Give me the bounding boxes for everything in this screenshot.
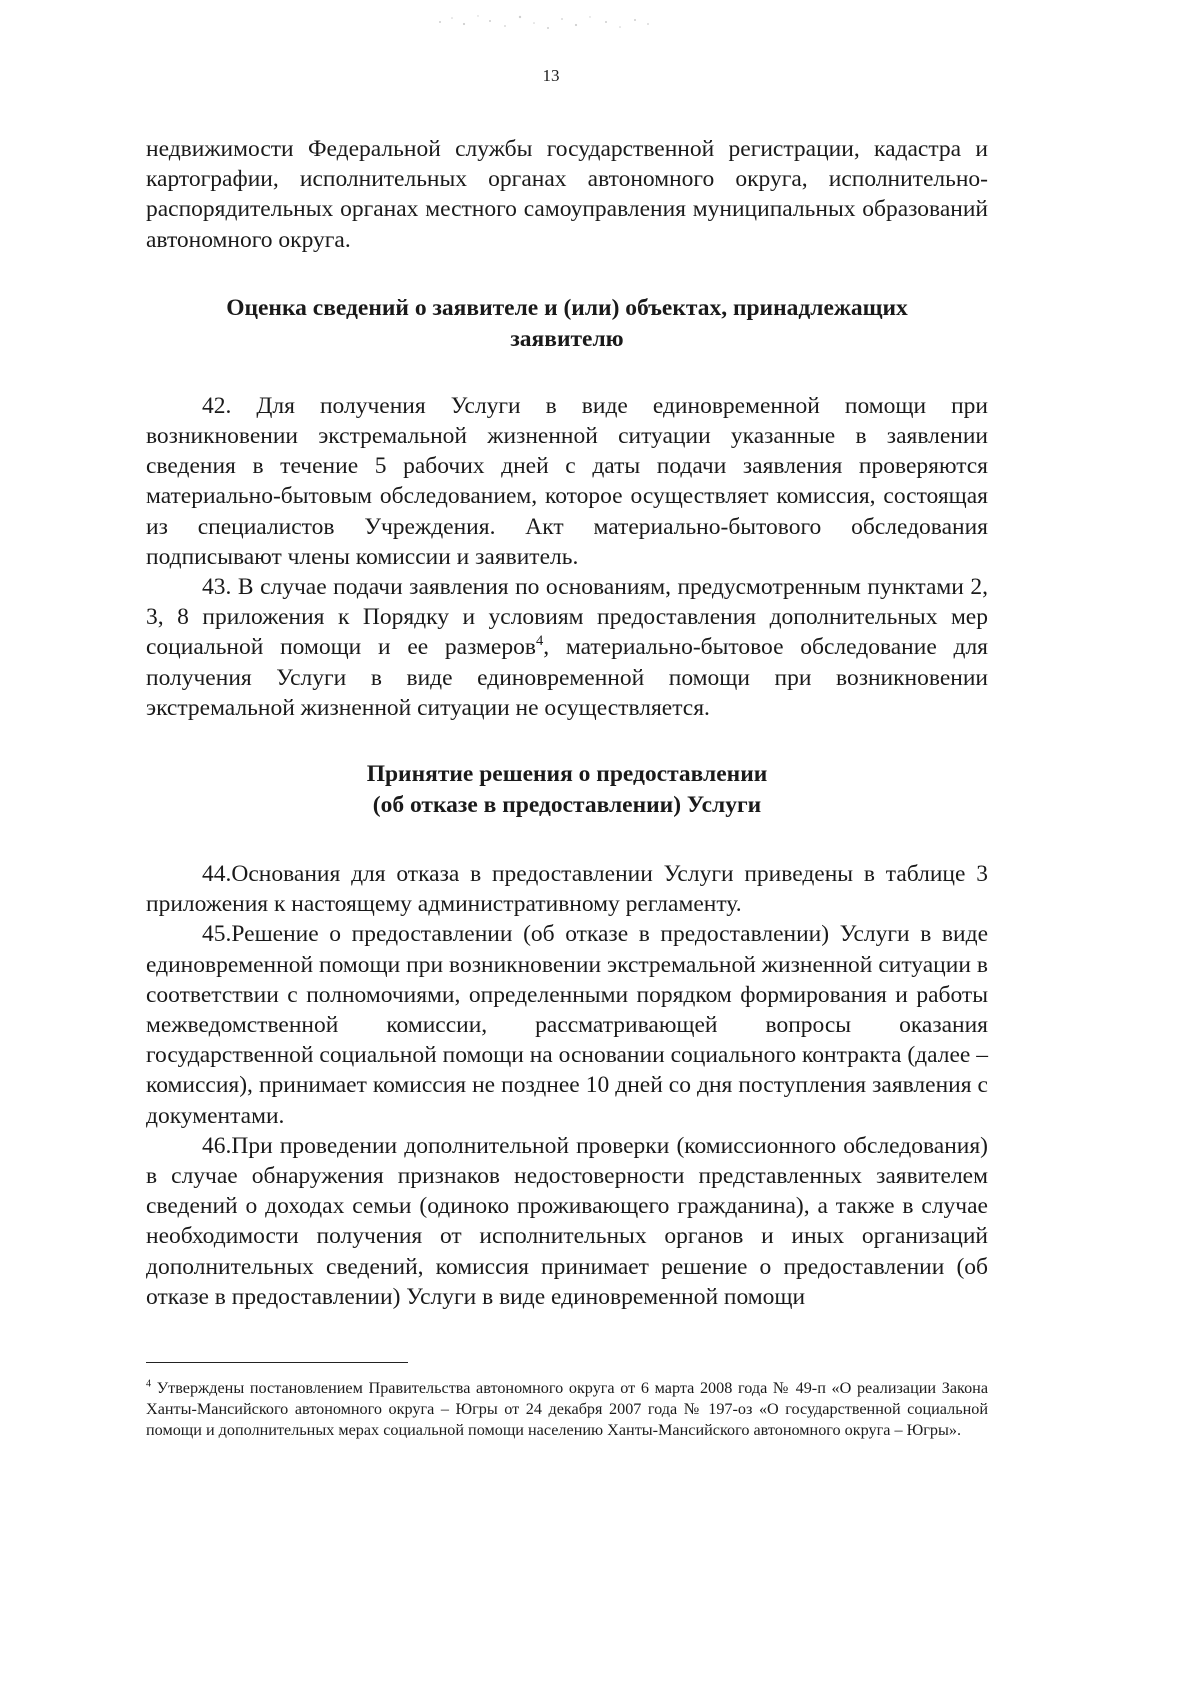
paragraph-42: 42. Для получения Услуги в виде единовременной помощи при возникновении экстремальной жизненной ситуации указанные в заявлении сведения в течение 5 рабочих дней с даты подачи заявления проверяются материально-бытовым обследованием, которое осуществляет комиссия, состоящая из специалистов Учреждения. Акт материально-бытового обследования подписывают члены комиссии и заявитель. (146, 392, 988, 570)
section-heading-decision-line2: (об отказе в предоставлении) Услуги (372, 792, 762, 819)
intro-paragraph: недвижимости Федеральной службы государственной регистрации, кадастра и картографии, исполнительных органах автономного округа, исполнительно-распорядительных органах местного самоуправления муниципальных образований автономного округа. (146, 136, 988, 253)
scan-speckle-decoration (430, 8, 660, 34)
paragraph-43 (146, 572, 988, 723)
paragraph-43-text-start: 43. В случае подачи заявления по основаниям, предусмотренным пунктами 2, 3, 8 приложения к Порядку и условиям предоставления дополнительных мер социальной помощи и ее размеров (146, 574, 988, 661)
section-heading-assessment-line1: Оценка сведений о заявителе и (или) объектах, принадлежащих (226, 294, 908, 321)
paragraph-43-text-end: , материально-бытовое обследование для получения Услуги в виде единовременной помощи при возникновении экстремальной жизненной ситуации не осуществляется. (146, 634, 988, 721)
footnote-separator (146, 1362, 408, 1363)
document-body (146, 134, 988, 1312)
paragraph-44: 44.Основания для отказа в предоставлении Услуги приведены в таблице 3 приложения к настоящему административному регламенту. (146, 861, 988, 918)
page-number: 13 (542, 66, 560, 85)
footnote-reference: 4 (535, 633, 544, 650)
section-heading-decision-line1: Принятие решения о предоставлении (366, 761, 768, 788)
section-heading-assessment (146, 293, 988, 355)
paragraph-45: 45.Решение о предоставлении (об отказе в предоставлении) Услуги в виде единовременной помощи при возникновении экстремальной жизненной ситуации в соответствии с полномочиями, определенными порядком формирования и работы межведомственной комиссии, рассматривающей вопросы оказания государственной социальной помощи на основании социального контракта (далее – комиссия), принимает комиссия не позднее 10 дней со дня поступления заявления с документами. (146, 921, 988, 1129)
section-heading-assessment-line2: заявителю (510, 325, 624, 352)
section-heading-decision (146, 759, 988, 821)
footnote-text: Утверждены постановлением Правительства автономного округа от 6 марта 2008 года № 49-п «О реализации Закона Ханты-Мансийского автономного округа – Югры от 24 декабря 2007 года № 197-оз «О государственной социальной помощи и дополнительных мерах социальной помощи населению Ханты-Мансийского автономного округа – Югры». (146, 1379, 989, 1439)
footnote (146, 1378, 988, 1441)
paragraph-46: 46.При проведении дополнительной проверки (комиссионного обследования) в случае обнаружения признаков недостоверности представленных заявителем сведений о доходах семьи (одиноко проживающего гражданина), а также в случае необходимости получения от исполнительных органов и иных организаций дополнительных сведений, комиссия принимает решение о предоставлении (об отказе в предоставлении) Услуги в виде единовременной помощи (146, 1132, 988, 1310)
footnote-marker: 4 (146, 1378, 152, 1390)
